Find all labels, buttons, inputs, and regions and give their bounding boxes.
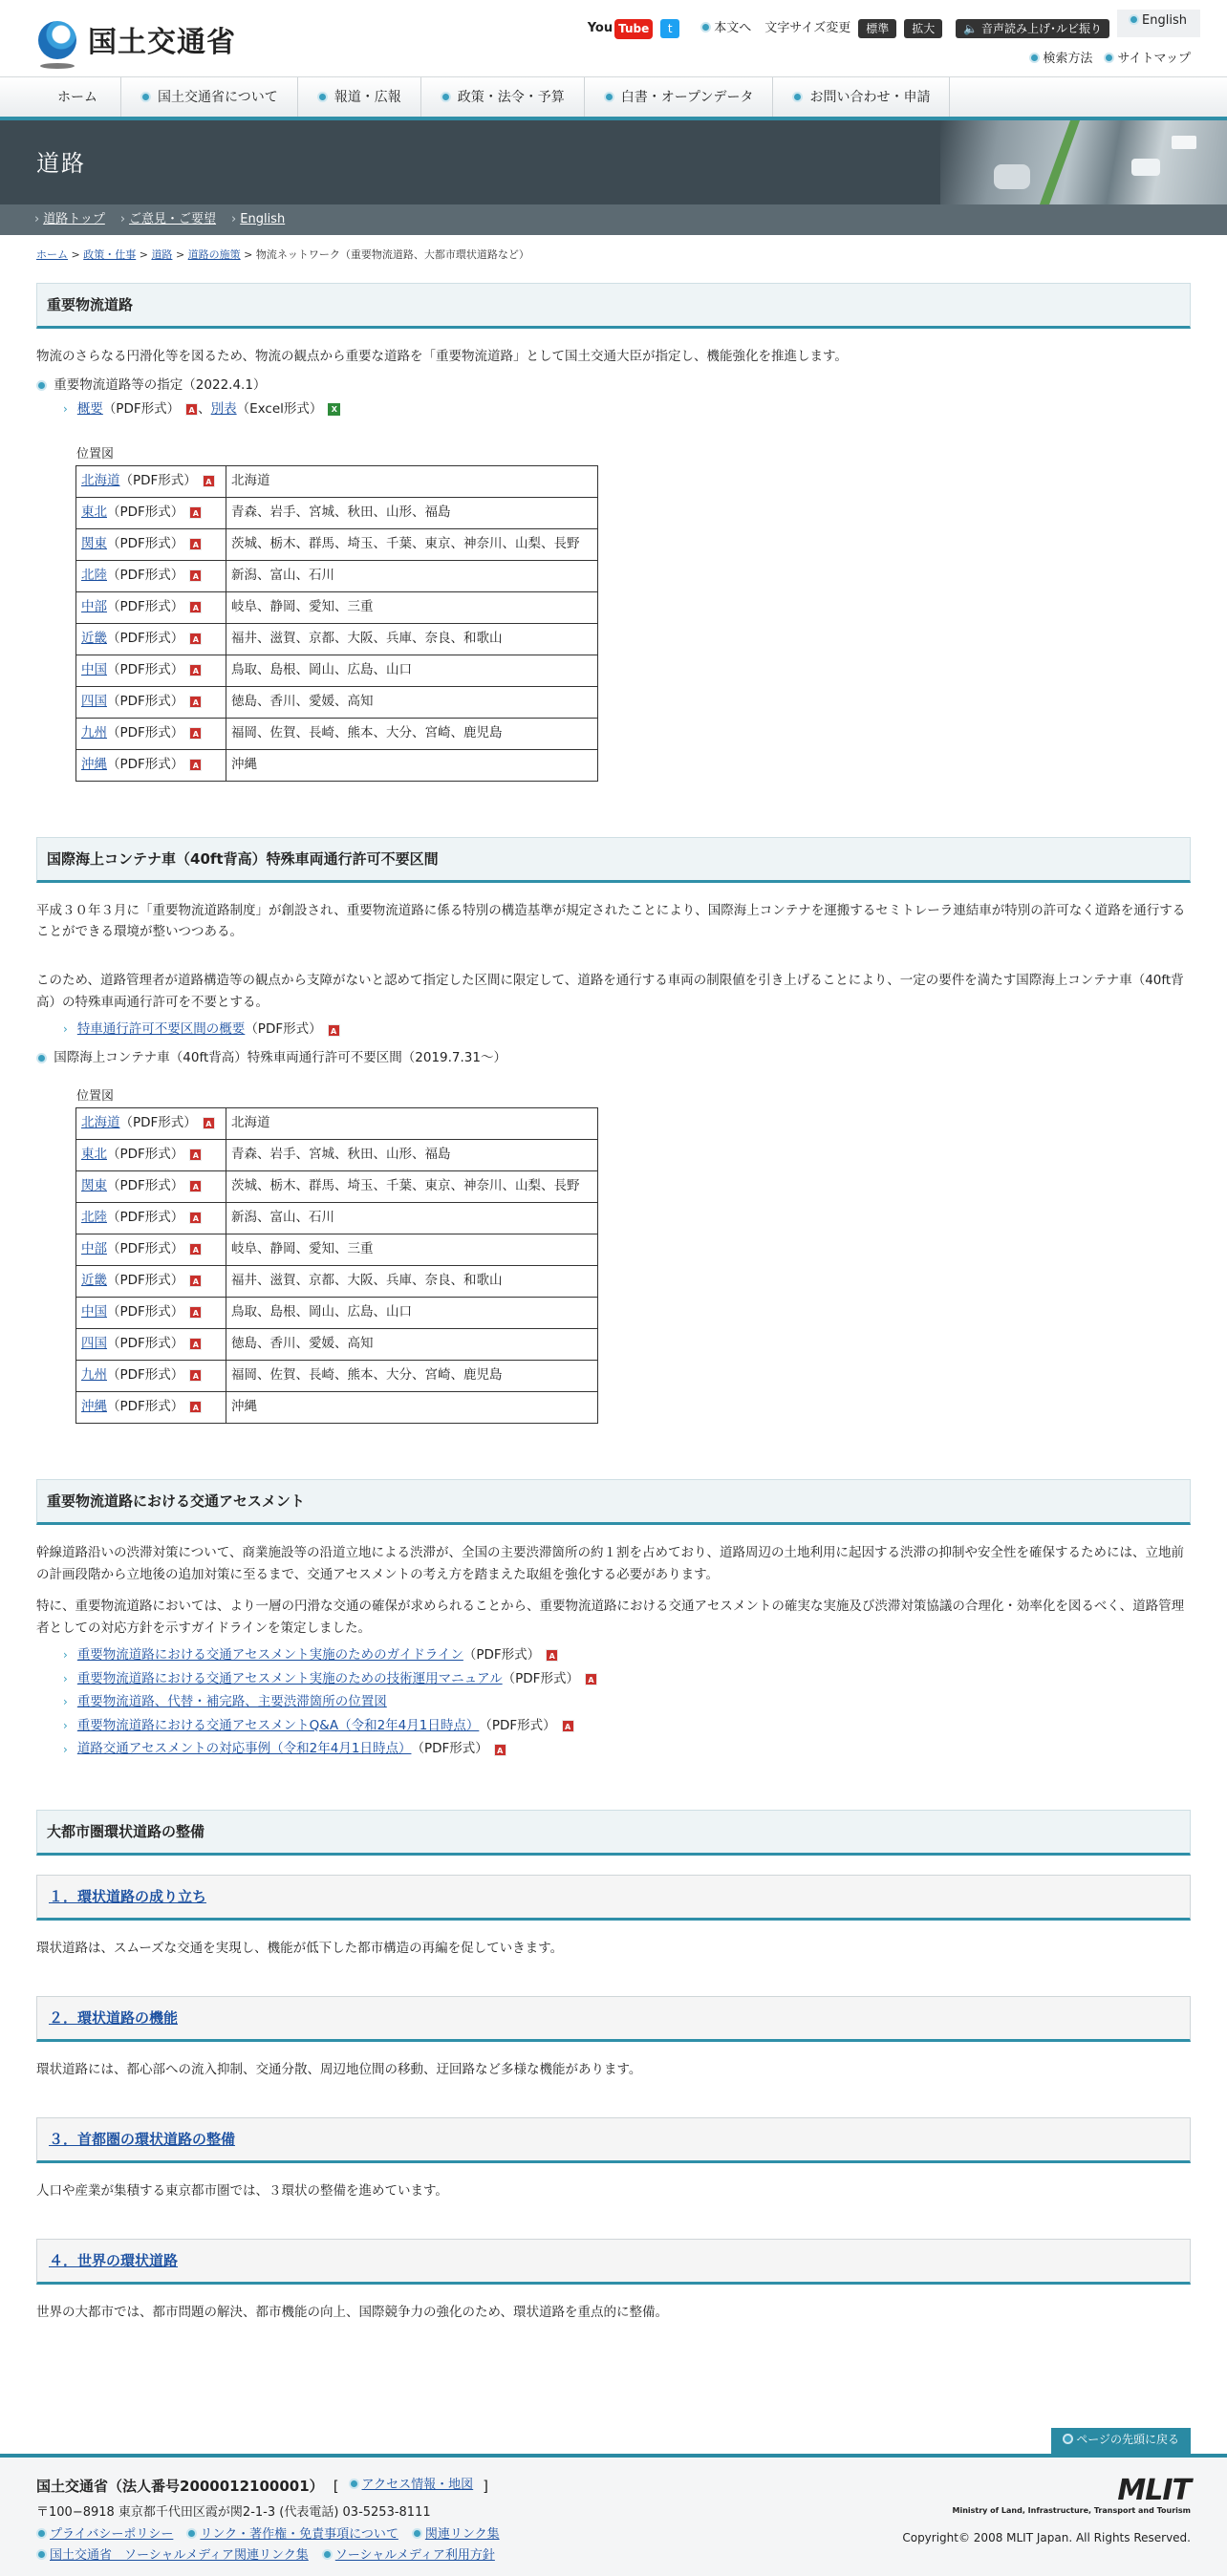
pdf-icon: A (189, 1243, 202, 1256)
region-map-link[interactable]: 近畿 (81, 1273, 107, 1289)
category-banner (0, 120, 1227, 204)
nav-label: お問い合わせ・申請 (809, 89, 931, 105)
pdf-icon: A (189, 1369, 202, 1382)
region-row (76, 528, 598, 560)
pdf-icon: A (189, 1306, 202, 1319)
assessment-link-row (63, 1739, 1191, 1760)
format-label: （PDF形式） (107, 567, 184, 583)
region-map-link[interactable]: 四国 (81, 1336, 107, 1352)
ring-road-subheading (36, 2239, 1191, 2285)
prefectures-cell: 沖縄 (226, 749, 598, 781)
nav-contact[interactable] (773, 77, 950, 117)
format-label: （PDF形式） (107, 1336, 184, 1352)
bullet-icon (792, 92, 803, 102)
nav-label: 報道・広報 (334, 89, 401, 105)
bullet-icon (700, 22, 711, 32)
region-name-cell (76, 497, 226, 528)
ring-road-subheading (36, 1875, 1191, 1921)
nav-whitepaper[interactable] (585, 77, 774, 117)
region-map-link[interactable]: 北陸 (81, 567, 107, 583)
ring-road-subheading-link[interactable]: ３．首都圏の環状道路の整備 (49, 2130, 236, 2148)
footer-link-related[interactable] (412, 2525, 500, 2545)
region-row (76, 1298, 598, 1329)
skip-label: 本文へ (714, 21, 752, 35)
skip-to-content-link[interactable] (700, 19, 751, 39)
chevron-right-icon: › (63, 1742, 68, 1756)
to-top-wrap (0, 2415, 1227, 2454)
speech-button[interactable] (956, 19, 1109, 38)
pdf-icon: A (189, 601, 202, 613)
region-map-link[interactable]: 関東 (81, 1178, 107, 1194)
assessment-link-row (63, 1716, 1191, 1737)
prefectures-cell: 新潟、富山、石川 (226, 560, 598, 591)
region-name-cell (76, 1203, 226, 1234)
region-row (76, 1392, 598, 1424)
bullet-text: 国際海上コンテナ車（40ft背高）特殊車両通行許可不要区間（2019.7.31～） (54, 1049, 506, 1065)
region-name-cell (76, 623, 226, 655)
region-name-cell (76, 560, 226, 591)
region-row (76, 465, 598, 497)
subnav-feedback[interactable]: ご意見・ご要望 (129, 211, 217, 226)
prefectures-cell: 青森、岩手、宮城、秋田、山形、福島 (226, 1140, 598, 1171)
format-label: （PDF形式） (107, 1178, 184, 1194)
region-row (76, 1329, 598, 1361)
english-link[interactable] (1117, 10, 1200, 37)
prefectures-cell: 北海道 (226, 1108, 598, 1140)
subnav-item (231, 210, 285, 230)
section2-links (63, 1020, 1191, 1041)
format-label: （PDF形式） (107, 693, 184, 709)
pdf-icon: A (203, 1117, 215, 1129)
format-label: （PDF形式） (119, 1115, 197, 1131)
pdf-icon: A (189, 633, 202, 645)
section1-links (63, 399, 1191, 420)
format-label: （PDF形式） (107, 598, 184, 614)
region-map-link[interactable]: 沖縄 (81, 756, 107, 772)
ring-road-text: 人口や産業が集積する東京都市圏では、３環状の整備を進めています。 (36, 2182, 448, 2199)
page-top-button[interactable] (1051, 2428, 1191, 2454)
pdf-icon: A (562, 1720, 574, 1732)
pdf-icon: A (189, 538, 202, 550)
prefectures-cell: 福井、滋賀、京都、大阪、兵庫、奈良、和歌山 (226, 1266, 598, 1298)
pdf-icon: A (189, 696, 202, 708)
pdf-icon: A (189, 1401, 202, 1413)
nav-label: ホーム (57, 89, 97, 105)
format-label: （PDF形式） (107, 504, 184, 520)
region-map-link[interactable]: 中国 (81, 1304, 107, 1320)
assessment-doc-link[interactable]: 道路交通アセスメントの対応事例（令和2年4月1日時点） (76, 1741, 412, 1757)
chevron-right-icon: › (34, 211, 40, 226)
mlit-logo-icon (36, 17, 78, 69)
region-name-cell (76, 686, 226, 718)
nav-about[interactable] (121, 77, 298, 117)
section-heading-ring-roads: 大都市圏環状道路の整備 (36, 1810, 1191, 1856)
prefectures-cell: 青森、岩手、宮城、秋田、山形、福島 (226, 497, 598, 528)
pdf-icon: A (494, 1744, 506, 1756)
subnav-item (120, 210, 216, 230)
region-map-link[interactable]: 東北 (81, 1147, 107, 1163)
footer-mlit (902, 2473, 1191, 2547)
bullet-icon (1129, 14, 1139, 25)
youtube-icon: Tube (614, 19, 653, 39)
bullet-icon (604, 92, 614, 102)
section3-p1: 幹線道路沿いの渋滞対策について、商業施設等の沿道立地による渋滞が、全国の主要渋滞箇所の約１割を占めており、道路周辺の土地利用に起因する渋滞の抑制や安全性を確保するためには、立地前の計画段階から立地後の追加対策に至るまで、交通アセスメントの考え方を踏まえた取組を強化する必要があります。 (36, 1545, 1184, 1583)
nav-label: 白書・オープンデータ (620, 89, 754, 105)
format-label: （PDF形式） (107, 1304, 184, 1320)
twitter-icon[interactable]: t (660, 19, 679, 38)
footer-link-copyright[interactable] (186, 2525, 398, 2545)
prefectures-cell: 茨城、栃木、群馬、埼玉、千葉、東京、神奈川、山梨、長野 (226, 528, 598, 560)
region-table-1 (75, 465, 598, 782)
format-label: （PDF形式） (479, 1717, 556, 1733)
mlit-subtitle: Ministry of Land, Infrastructure, Transport and Tourism (952, 2505, 1191, 2515)
format-label: （PDF形式） (107, 1273, 184, 1289)
site-header (0, 0, 1227, 76)
region-name-cell (76, 591, 226, 623)
footer-link-social[interactable] (36, 2546, 309, 2566)
access-label: アクセス情報・地図 (361, 2478, 474, 2493)
region-map-link[interactable]: 沖縄 (81, 1399, 107, 1415)
chevron-right-icon: › (63, 1695, 68, 1709)
section-heading-assessment: 重要物流道路における交通アセスメント (36, 1479, 1191, 1525)
page-top-label: ページの先頭に戻る (1076, 2432, 1179, 2446)
font-standard-button[interactable]: 標準 (858, 19, 896, 38)
link-label: リンク・著作権・免責事項について (200, 2526, 398, 2542)
prefectures-cell: 徳島、香川、愛媛、高知 (226, 1329, 598, 1361)
ring-road-subheading (36, 2117, 1191, 2163)
prefectures-cell: 福岡、佐賀、長崎、熊本、大分、宮崎、鹿児島 (226, 1361, 598, 1392)
breadcrumb-road[interactable]: 道路 (151, 248, 173, 261)
pdf-icon: A (189, 759, 202, 771)
pdf-icon: A (185, 403, 198, 416)
section1-bullet (36, 376, 1191, 397)
road-photo (940, 120, 1227, 204)
region-map-link[interactable]: 九州 (81, 724, 107, 741)
pdf-icon: A (189, 1148, 202, 1161)
pdf-icon: A (189, 1212, 202, 1224)
link-label: 関連リンク集 (424, 2526, 500, 2542)
search-method-link[interactable] (1029, 50, 1092, 70)
nav-label: 国土交通省について (158, 89, 278, 105)
breadcrumb (0, 235, 1227, 264)
bracket-close: ] (483, 2477, 489, 2495)
map-caption: 位置図 (76, 1089, 115, 1105)
bullet-icon (1063, 2434, 1073, 2444)
section2-p2: このため、道路管理者が道路構造等の観点から支障がないと認めて指定した区間に限定して、道路を通行する車両の制限値を引き上げることにより、一定の要件を満たす国際海上コンテナ車（40ft背高）の特殊車両通行許可を不要とする。 (36, 973, 1184, 1011)
prefectures-cell: 鳥取、島根、岡山、広島、山口 (226, 655, 598, 686)
breadcrumb-home[interactable]: ホーム (36, 248, 68, 261)
region-name-cell (76, 749, 226, 781)
link-label: プライバシーポリシー (50, 2526, 174, 2542)
region-row (76, 686, 598, 718)
format-label: （PDF形式） (107, 1367, 184, 1384)
prefectures-cell: 鳥取、島根、岡山、広島、山口 (226, 1298, 598, 1329)
bullet-icon (140, 92, 151, 102)
utility-bottom (1029, 50, 1191, 70)
youtube-link[interactable] (588, 19, 654, 39)
format-label: （PDF形式） (107, 724, 184, 741)
bullet-icon (1104, 53, 1114, 63)
pdf-icon: A (189, 664, 202, 676)
region-row (76, 1171, 598, 1203)
format-label: （PDF形式） (411, 1741, 488, 1757)
bullet-icon (317, 92, 328, 102)
pdf-icon: A (546, 1649, 558, 1662)
sitemap-label: サイトマップ (1117, 52, 1191, 66)
prefectures-cell: 福井、滋賀、京都、大阪、兵庫、奈良、和歌山 (226, 623, 598, 655)
region-row (76, 560, 598, 591)
region-name-cell (76, 1266, 226, 1298)
nav-home[interactable] (34, 77, 121, 117)
format-label: （PDF形式） (107, 630, 184, 646)
prefectures-cell: 北海道 (226, 465, 598, 497)
link-label: 国土交通省 ソーシャルメディア関連リンク集 (50, 2548, 309, 2564)
prefectures-cell: 沖縄 (226, 1392, 598, 1424)
region-row (76, 1140, 598, 1171)
bullet-icon (36, 2528, 47, 2539)
region-row (76, 623, 598, 655)
region-row (76, 1266, 598, 1298)
footer-address: 〒100−8918 東京都千代田区霞が関2-1-3 (代表電話) 03-5253-8111 (36, 2504, 431, 2520)
pdf-icon: A (189, 506, 202, 519)
banner-title: 道路 (36, 150, 86, 177)
nav-press[interactable] (298, 77, 421, 117)
logo-text: 国土交通省 (88, 26, 236, 59)
speaker-icon: 🔈 (963, 22, 979, 36)
region-row (76, 497, 598, 528)
assessment-link-row (63, 1669, 1191, 1690)
region-row (76, 1234, 598, 1266)
region-row (76, 1361, 598, 1392)
region-map-link[interactable]: 中部 (81, 1241, 107, 1257)
assessment-link-row (63, 1645, 1191, 1666)
youtube-you: You (587, 20, 614, 35)
breadcrumb-current: 物流ネットワーク（重要物流道路、大都市環状道路など） (255, 248, 529, 261)
site-footer (0, 2454, 1227, 2576)
region-row (76, 749, 598, 781)
subnav-road-top[interactable]: 道路トップ (43, 211, 105, 226)
region-name-cell (76, 1140, 226, 1171)
format-label: （PDF形式） (107, 661, 184, 677)
main-content (0, 264, 1227, 2324)
assessment-doc-link[interactable]: 重要物流道路における交通アセスメント実施のためのガイドライン (76, 1647, 463, 1663)
prefectures-cell: 岐阜、静岡、愛知、三重 (226, 591, 598, 623)
search-label: 検索方法 (1043, 52, 1093, 66)
chevron-right-icon: › (63, 1648, 68, 1663)
format-label: （PDF形式） (107, 1210, 184, 1226)
format-label: （PDF形式） (502, 1670, 579, 1686)
region-row (76, 1203, 598, 1234)
breadcrumb-policy[interactable]: 政策・仕事 (83, 248, 137, 261)
category-subnav (0, 204, 1227, 235)
footer-link-privacy[interactable] (36, 2525, 173, 2545)
bullet-text: 重要物流道路等の指定（2022.4.1） (54, 376, 267, 393)
pdf-icon: A (203, 475, 215, 487)
format-label: （PDF形式） (463, 1647, 541, 1663)
region-name-cell (76, 1171, 226, 1203)
english-label: English (1142, 13, 1187, 28)
section2-p1: 平成３０年３月に「重要物流道路制度」が創設され、重要物流道路に係る特別の構造基準が規定されたことにより、国際海上コンテナを運搬するセミトレーラ連結車が特別の許可なく道路を通行することができる環境が整いつつある。 (36, 902, 1186, 940)
font-size-label: 文字サイズ変更 (764, 21, 851, 35)
bullet-icon (441, 92, 451, 102)
region-table-2 (75, 1107, 598, 1424)
region-map-link[interactable]: 九州 (81, 1367, 107, 1384)
ring-road-text: 環状道路には、都心部への流入抑制、交通分散、周辺地位間の移動、迂回路など多様な機能があります。 (36, 2061, 642, 2077)
chevron-right-icon: › (119, 211, 126, 226)
prefectures-cell: 徳島、香川、愛媛、高知 (226, 686, 598, 718)
bullet-icon (412, 2528, 422, 2539)
region-name-cell (76, 1234, 226, 1266)
region-row (76, 718, 598, 749)
exemption-overview-link[interactable]: 特車通行許可不要区間の概要 (76, 1021, 246, 1038)
comma: 、 (198, 401, 211, 418)
section3-p2: 特に、重要物流道路においては、より一層の円滑な交通の確保が求められることから、重要物流道路における交通アセスメントの確実な実施及び渋滞対策協議の合理化・効率化を図るべく、道路管理者としての対応方針を示すガイドラインを策定しました。 (36, 1599, 1185, 1637)
section2-bullet (36, 1048, 1191, 1069)
region-name-cell (76, 1108, 226, 1140)
subnav-english[interactable]: English (240, 211, 286, 226)
bullet-icon (36, 1053, 47, 1063)
chevron-right-icon: › (63, 1022, 68, 1037)
bullet-icon (322, 2549, 333, 2560)
table-link[interactable]: 別表 (210, 401, 237, 418)
region-name-cell (76, 528, 226, 560)
breadcrumb-measures[interactable]: 道路の施策 (187, 248, 241, 261)
breadcrumb-separator: > (244, 248, 253, 261)
pdf-icon: A (189, 1275, 202, 1287)
region-row (76, 591, 598, 623)
font-large-button[interactable]: 拡大 (904, 19, 942, 38)
chevron-right-icon: › (63, 402, 68, 417)
region-row (76, 655, 598, 686)
overview-link[interactable]: 概要 (76, 401, 103, 418)
sitemap-link[interactable] (1104, 50, 1191, 70)
region-map-link[interactable]: 東北 (81, 504, 107, 520)
format-label: （PDF形式） (107, 535, 184, 551)
pdf-icon: A (189, 727, 202, 740)
chevron-right-icon: › (231, 211, 237, 226)
copyright: Copyright© 2008 MLIT Japan. All Rights Reserved. (902, 2530, 1191, 2544)
region-map-link[interactable]: 北陸 (81, 1210, 107, 1226)
region-name-cell (76, 1329, 226, 1361)
format-label: （Excel形式） (236, 401, 323, 418)
format-label: （PDF形式） (107, 1241, 184, 1257)
footer-org: 国土交通省（法人番号2000012100001） (36, 2477, 324, 2495)
breadcrumb-separator: > (175, 248, 185, 261)
bullet-icon (186, 2528, 197, 2539)
prefectures-cell: 新潟、富山、石川 (226, 1203, 598, 1234)
assessment-link-row (63, 1692, 1191, 1713)
assessment-doc-link[interactable]: 重要物流道路、代替・補完路、主要渋滞箇所の位置図 (76, 1694, 387, 1710)
chevron-right-icon: › (63, 1718, 68, 1732)
format-label: （PDF形式） (119, 472, 197, 488)
bullet-icon (1029, 53, 1040, 63)
section-heading-container: 国際海上コンテナ車（40ft背高）特殊車両通行許可不要区間 (36, 837, 1191, 883)
region-name-cell (76, 1298, 226, 1329)
nav-label: 政策・法令・予算 (457, 89, 565, 105)
region-map-link[interactable]: 四国 (81, 693, 107, 709)
bullet-icon (36, 380, 47, 391)
pdf-icon: A (585, 1673, 597, 1685)
ring-road-subheading-link[interactable]: １．環状道路の成り立ち (49, 1887, 207, 1905)
global-nav (0, 76, 1227, 120)
section-heading-logistics: 重要物流道路 (36, 283, 1191, 329)
nav-policy[interactable] (421, 77, 585, 117)
region-map-link[interactable]: 中国 (81, 661, 107, 677)
mlit-wordmark: MLIT (1117, 2473, 1191, 2507)
ring-road-text: 世界の大都市では、都市問題の解決、都市機能の向上、国際競争力の強化のため、環状道路を重点的に整備。 (36, 2304, 668, 2320)
region-map-link[interactable]: 関東 (81, 535, 107, 551)
pdf-icon: A (189, 1338, 202, 1350)
format-label: （PDF形式） (245, 1021, 322, 1038)
format-label: （PDF形式） (107, 1147, 184, 1163)
breadcrumb-separator: > (139, 248, 148, 261)
breadcrumb-separator: > (71, 248, 80, 261)
pdf-icon: A (189, 569, 202, 582)
region-map-link[interactable]: 北海道 (81, 1115, 120, 1131)
link-label: ソーシャルメディア利用方針 (334, 2548, 495, 2564)
chevron-right-icon: › (63, 1671, 68, 1685)
map-caption: 位置図 (76, 446, 115, 462)
prefectures-cell: 茨城、栃木、群馬、埼玉、千葉、東京、神奈川、山梨、長野 (226, 1171, 598, 1203)
format-label: （PDF形式） (107, 1399, 184, 1415)
region-row (76, 1108, 598, 1140)
region-name-cell (76, 1392, 226, 1424)
speech-label: 音声読み上げ･ルビ振り (981, 22, 1103, 36)
section3-links (36, 1645, 1191, 1760)
prefectures-cell: 岐阜、静岡、愛知、三重 (226, 1234, 598, 1266)
assessment-doc-link[interactable]: 重要物流道路における交通アセスメント実施のための技術運用マニュアル (76, 1670, 503, 1686)
section1-intro: 物流のさらなる円滑化等を図るため、物流の観点から重要な道路を「重要物流道路」として国土交通大臣が指定し、機能強化を推進します。 (36, 348, 848, 364)
bullet-icon (36, 2549, 47, 2560)
footer-links-2 (36, 2546, 1191, 2566)
subnav-item (34, 210, 105, 230)
region-map-link[interactable]: 近畿 (81, 630, 107, 646)
format-label: （PDF形式） (102, 401, 181, 418)
pdf-icon: A (328, 1024, 340, 1037)
ring-road-subheading (36, 1996, 1191, 2042)
ring-road-subheading-link[interactable]: ４．世界の環状道路 (49, 2251, 179, 2269)
pdf-icon: A (189, 1180, 202, 1192)
ring-road-text: 環状道路は、スムーズな交通を実現し、機能が低下した都市構造の再編を促していきます。 (36, 1940, 564, 1956)
region-name-cell (76, 655, 226, 686)
region-map-link[interactable]: 中部 (81, 598, 107, 614)
excel-icon: X (328, 403, 340, 416)
footer-link-social-policy[interactable] (322, 2546, 495, 2566)
format-label: （PDF形式） (107, 756, 184, 772)
utility-top (588, 15, 1200, 43)
prefectures-cell: 福岡、佐賀、長崎、熊本、大分、宮崎、鹿児島 (226, 718, 598, 749)
region-name-cell (76, 1361, 226, 1392)
access-link[interactable] (349, 2476, 474, 2496)
ring-road-subheading-link[interactable]: ２．環状道路の機能 (49, 2008, 179, 2027)
bracket-open: [ (333, 2477, 339, 2495)
ring-road-subsections (36, 1875, 1191, 2324)
assessment-doc-link[interactable]: 重要物流道路における交通アセスメントQ&A（令和2年4月1日時点） (76, 1717, 480, 1733)
region-map-link[interactable]: 北海道 (81, 472, 120, 488)
region-name-cell (76, 465, 226, 497)
bullet-icon (349, 2479, 359, 2489)
region-name-cell (76, 718, 226, 749)
site-logo[interactable] (36, 17, 236, 69)
